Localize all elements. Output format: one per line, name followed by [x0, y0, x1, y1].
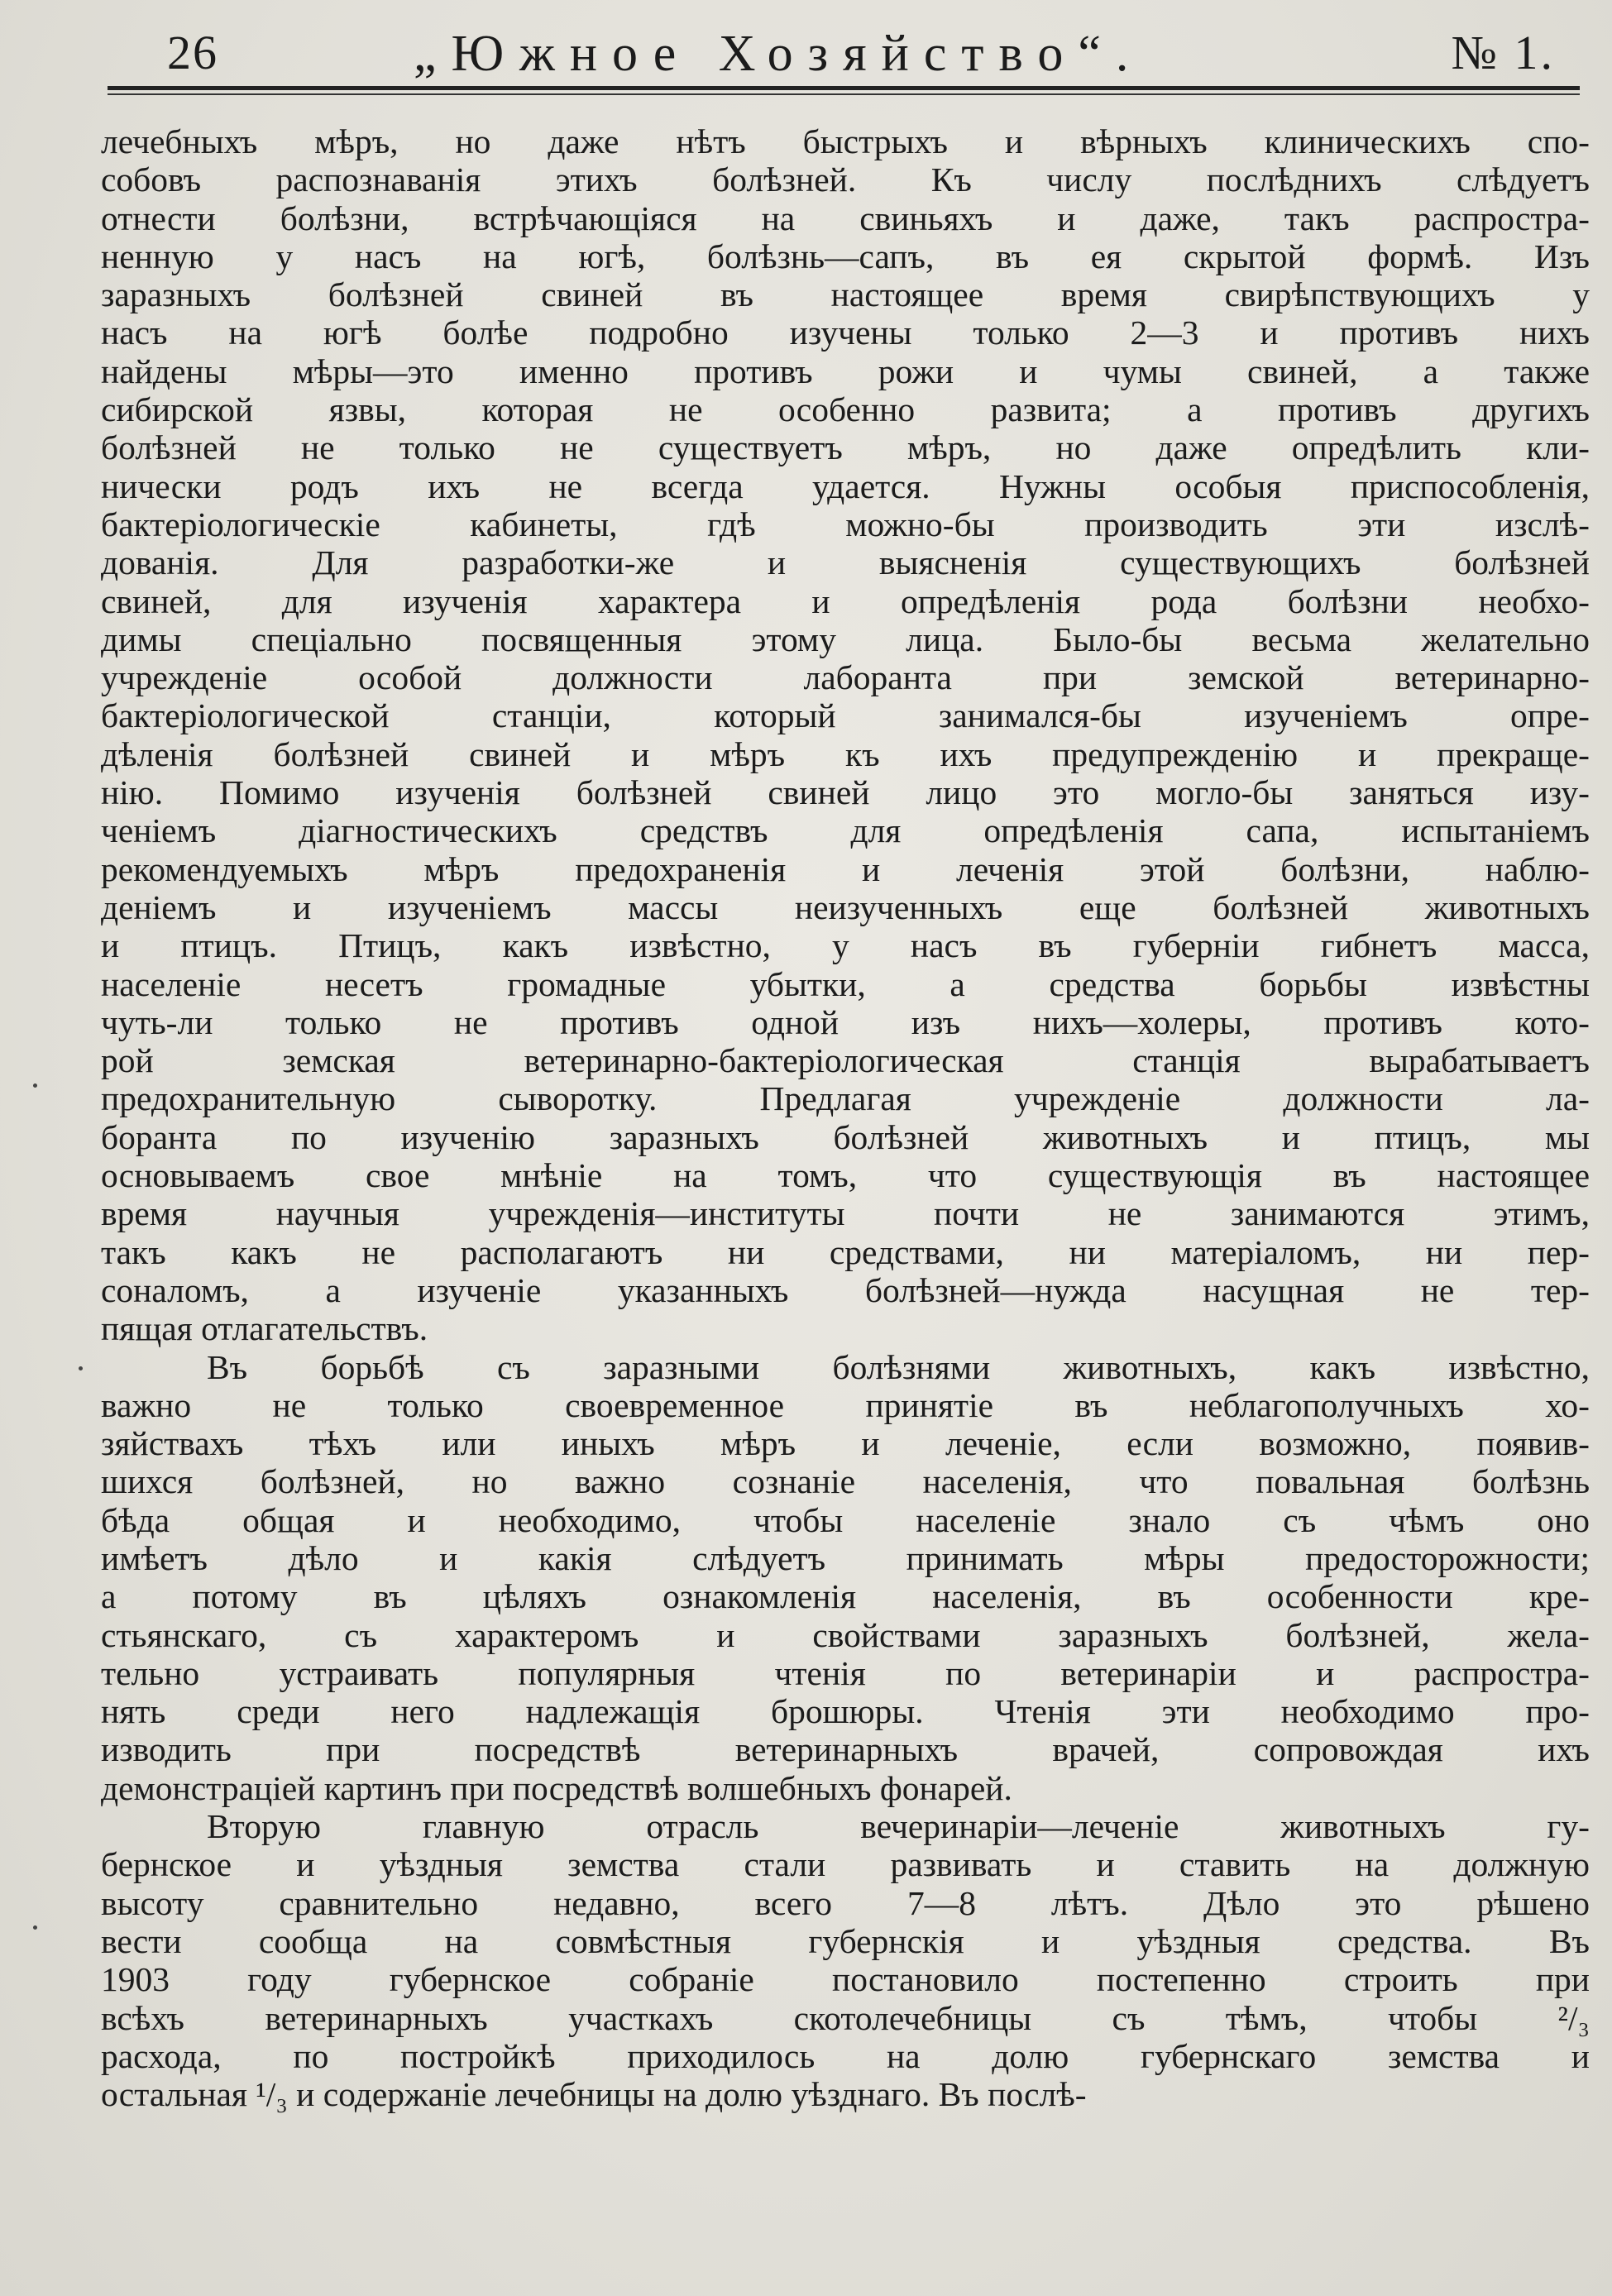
text-line: ченіемъ діагностическихъ средствъ для опредѣленія сапа, испытаніемъ: [101, 811, 1590, 850]
text-line: имѣетъ дѣло и какія слѣдуетъ принимать мѣры предосторожности;: [101, 1538, 1590, 1577]
text-line: боранта по изученію заразныхъ болѣзней животныхъ и птицъ, мы: [101, 1117, 1590, 1156]
header-rule: [108, 86, 1580, 90]
text-line: демонстраціей картинъ при посредствѣ волшебныхъ фонарей.: [101, 1768, 1012, 1807]
text-line: шихся болѣзней, но важно сознаніе населенія, что повальная болѣзнь: [101, 1462, 1590, 1501]
text-line: свиней, для изученія характера и опредѣленія рода болѣзни необхо-: [101, 581, 1590, 620]
text-line: чуть-ли только не противъ одной изъ нихъ—холеры, противъ кото-: [101, 1002, 1590, 1041]
margin-mark: [33, 1925, 37, 1930]
text-line: пящая отлагательствъ.: [101, 1309, 428, 1348]
text-line: населеніе несетъ громадные убытки, а средства борьбы извѣстны: [101, 964, 1590, 1003]
article-body: [101, 122, 1590, 2113]
text-line: лечебныхъ мѣръ, но даже нѣтъ быстрыхъ и вѣрныхъ клиническихъ спо-: [101, 122, 1590, 160]
paragraph: [101, 1807, 1590, 2113]
margin-mark: [79, 1366, 83, 1370]
text-line: важно не только своевременное принятіе въ неблагополучныхъ хо-: [101, 1385, 1590, 1424]
paragraph: [101, 122, 1590, 1348]
header-rule-thin: [108, 93, 1580, 95]
paragraph: [101, 1348, 1590, 1808]
text-line: учрежденіе особой должности лаборанта при земской ветеринарно-: [101, 658, 1590, 697]
journal-title: „Южное Хозяйство“.: [414, 26, 1144, 82]
text-line: деніемъ и изученіемъ массы неизученныхъ еще болѣзней животныхъ: [101, 887, 1590, 926]
text-line: нически родъ ихъ не всегда удается. Нужны особыя приспособленія,: [101, 466, 1590, 505]
text-line: бернское и уѣздныя земства стали развивать и ставить на должную: [101, 1845, 1590, 1884]
text-line: бактеріологическіе кабинеты, гдѣ можно-бы производить эти изслѣ-: [101, 505, 1590, 543]
text-line: рой земская ветеринарно-бактеріологическая станція вырабатываетъ: [101, 1041, 1590, 1080]
text-line: такъ какъ не располагаютъ ни средствами, ни матеріаломъ, ни пер-: [101, 1232, 1590, 1271]
text-line: предохранительную сыворотку. Предлагая учрежденіе должности ла-: [101, 1079, 1590, 1118]
text-line: нію. Помимо изученія болѣзней свиней лицо это могло-бы заняться изу-: [101, 773, 1590, 812]
text-line: нять среди него надлежащія брошюры. Чтенія эти необходимо про-: [101, 1692, 1590, 1731]
text-line: зяйствахъ тѣхъ или иныхъ мѣръ и леченіе, если возможно, появив-: [101, 1424, 1590, 1463]
text-line: расхода, по постройкѣ приходилось на долю губернскаго земства и: [101, 2036, 1590, 2075]
text-line: сибирской язвы, которая не особенно развита; а противъ другихъ: [101, 390, 1590, 429]
text-line: собовъ распознаванія этихъ болѣзней. Къ числу послѣднихъ слѣдуетъ: [101, 160, 1590, 199]
text-line: дованія. Для разработки-же и выясненія существующихъ болѣзней: [101, 543, 1590, 582]
text-line: рекомендуемыхъ мѣръ предохраненія и леченія этой болѣзни, наблю-: [101, 849, 1590, 888]
text-line: основываемъ свое мнѣніе на томъ, что существующія въ настоящее: [101, 1156, 1590, 1195]
margin-mark: [33, 1083, 37, 1088]
text-line: 1903 году губернское собраніе постановило постепенно строить при: [101, 1960, 1590, 1999]
text-line: всѣхъ ветеринарныхъ участкахъ скотолечебницы съ тѣмъ, чтобы ²/₃: [101, 1998, 1590, 2037]
text-line: вести сообща на совмѣстныя губернскія и уѣздныя средства. Въ: [101, 1921, 1590, 1960]
text-line: димы спеціально посвященныя этому лица. Было-бы весьма желательно: [101, 619, 1590, 658]
text-line: найдены мѣры—это именно противъ рожи и чумы свиней, а также: [101, 352, 1590, 390]
text-line: бактеріологической станціи, который занимался-бы изученіемъ опре-: [101, 696, 1590, 735]
page-header: [108, 15, 1580, 89]
issue-number: № 1.: [1451, 26, 1555, 79]
text-line: высоту сравнительно недавно, всего 7—8 лѣтъ. Дѣло это рѣшено: [101, 1883, 1590, 1922]
text-line: изводить при посредствѣ ветеринарныхъ врачей, сопровождая ихъ: [101, 1730, 1590, 1769]
text-line: Въ борьбѣ съ заразными болѣзнями животныхъ, какъ извѣстно,: [207, 1347, 1590, 1386]
page-number: 26: [167, 26, 218, 79]
text-line: время научныя учрежденія—институты почти не занимаются этимъ,: [101, 1194, 1590, 1233]
text-line: бѣда общая и необходимо, чтобы населеніе знало съ чѣмъ оно: [101, 1500, 1590, 1539]
text-line: тельно устраивать популярныя чтенія по ветеринаріи и распростра-: [101, 1653, 1590, 1692]
text-line: заразныхъ болѣзней свиней въ настоящее время свирѣпствующихъ у: [101, 275, 1590, 314]
text-line: Вторую главную отрасль вечеринаріи—леченіе животныхъ гу-: [207, 1807, 1590, 1846]
text-line: а потому въ цѣляхъ ознакомленія населенія, въ особенности кре-: [101, 1577, 1590, 1616]
text-line: насъ на югѣ болѣе подробно изучены только 2—3 и противъ нихъ: [101, 313, 1590, 352]
text-line: ненную у насъ на югѣ, болѣзнь—сапъ, въ ея скрытой формѣ. Изъ: [101, 237, 1590, 275]
text-line: и птицъ. Птицъ, какъ извѣстно, у насъ въ губерніи гибнетъ масса,: [101, 926, 1590, 965]
text-line: отнести болѣзни, встрѣчающіяся на свиньяхъ и даже, такъ распростра-: [101, 199, 1590, 237]
text-line: дѣленія болѣзней свиней и мѣръ къ ихъ предупрежденію и прекраще-: [101, 734, 1590, 773]
text-line: болѣзней не только не существуетъ мѣръ, но даже опредѣлить кли-: [101, 428, 1590, 467]
text-line: соналомъ, а изученіе указанныхъ болѣзней—нужда насущная не тер-: [101, 1270, 1590, 1309]
text-line: остальная ¹/₃ и содержаніе лечебницы на долю уѣзднаго. Въ послѣ-: [101, 2075, 1087, 2114]
text-line: стьянскаго, съ характеромъ и свойствами заразныхъ болѣзней, жела-: [101, 1615, 1590, 1654]
